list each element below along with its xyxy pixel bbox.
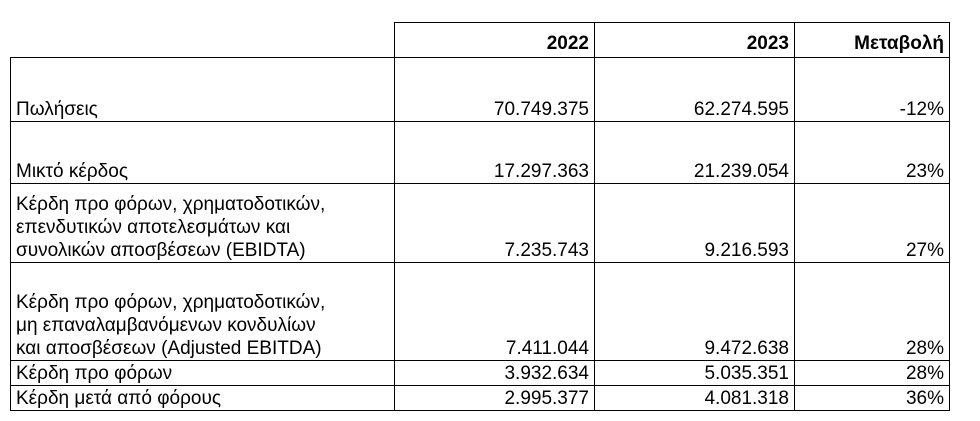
value-2023: 4.081.318 (595, 386, 795, 411)
table-row (11, 122, 950, 184)
change-value: 36% (795, 386, 950, 411)
value-2022: 3.932.634 (395, 361, 595, 386)
value-2022: 70.749.375 (395, 58, 595, 122)
value-2022: 7.411.044 (395, 263, 595, 361)
value-2023: 9.216.593 (595, 184, 795, 263)
header-2022: 2022 (395, 23, 595, 58)
row-label: Κέρδη προ φόρων, χρηματοδοτικών, μη επαναλαμβανόμενων κονδυλίων και αποσβέσεων (Adjusted EBITDA) (11, 263, 395, 361)
value-2023: 21.239.054 (595, 122, 795, 184)
value-2023: 5.035.351 (595, 361, 795, 386)
value-2023: 62.274.595 (595, 58, 795, 122)
change-value: 28% (795, 263, 950, 361)
row-label: Κέρδη προ φόρων, χρηματοδοτικών, επενδυτικών αποτελεσμάτων και συνολικών αποσβέσεων (EBIDTA) (11, 184, 395, 263)
header-change: Μεταβολή (795, 23, 950, 58)
header-label (11, 23, 395, 58)
value-2022: 7.235.743 (395, 184, 595, 263)
value-2022: 2.995.377 (395, 386, 595, 411)
value-2023: 9.472.638 (595, 263, 795, 361)
row-label: Πωλήσεις (11, 58, 395, 122)
financial-table (10, 22, 950, 411)
table-row (11, 184, 950, 263)
row-label: Κέρδη μετά από φόρους (11, 386, 395, 411)
table-row (11, 386, 950, 411)
change-value: 23% (795, 122, 950, 184)
change-value: -12% (795, 58, 950, 122)
value-2022: 17.297.363 (395, 122, 595, 184)
row-label: Μικτό κέρδος (11, 122, 395, 184)
table-row (11, 58, 950, 122)
table-row (11, 361, 950, 386)
table-row (11, 263, 950, 361)
change-value: 27% (795, 184, 950, 263)
change-value: 28% (795, 361, 950, 386)
row-label: Κέρδη προ φόρων (11, 361, 395, 386)
header-row (11, 23, 950, 58)
header-2023: 2023 (595, 23, 795, 58)
